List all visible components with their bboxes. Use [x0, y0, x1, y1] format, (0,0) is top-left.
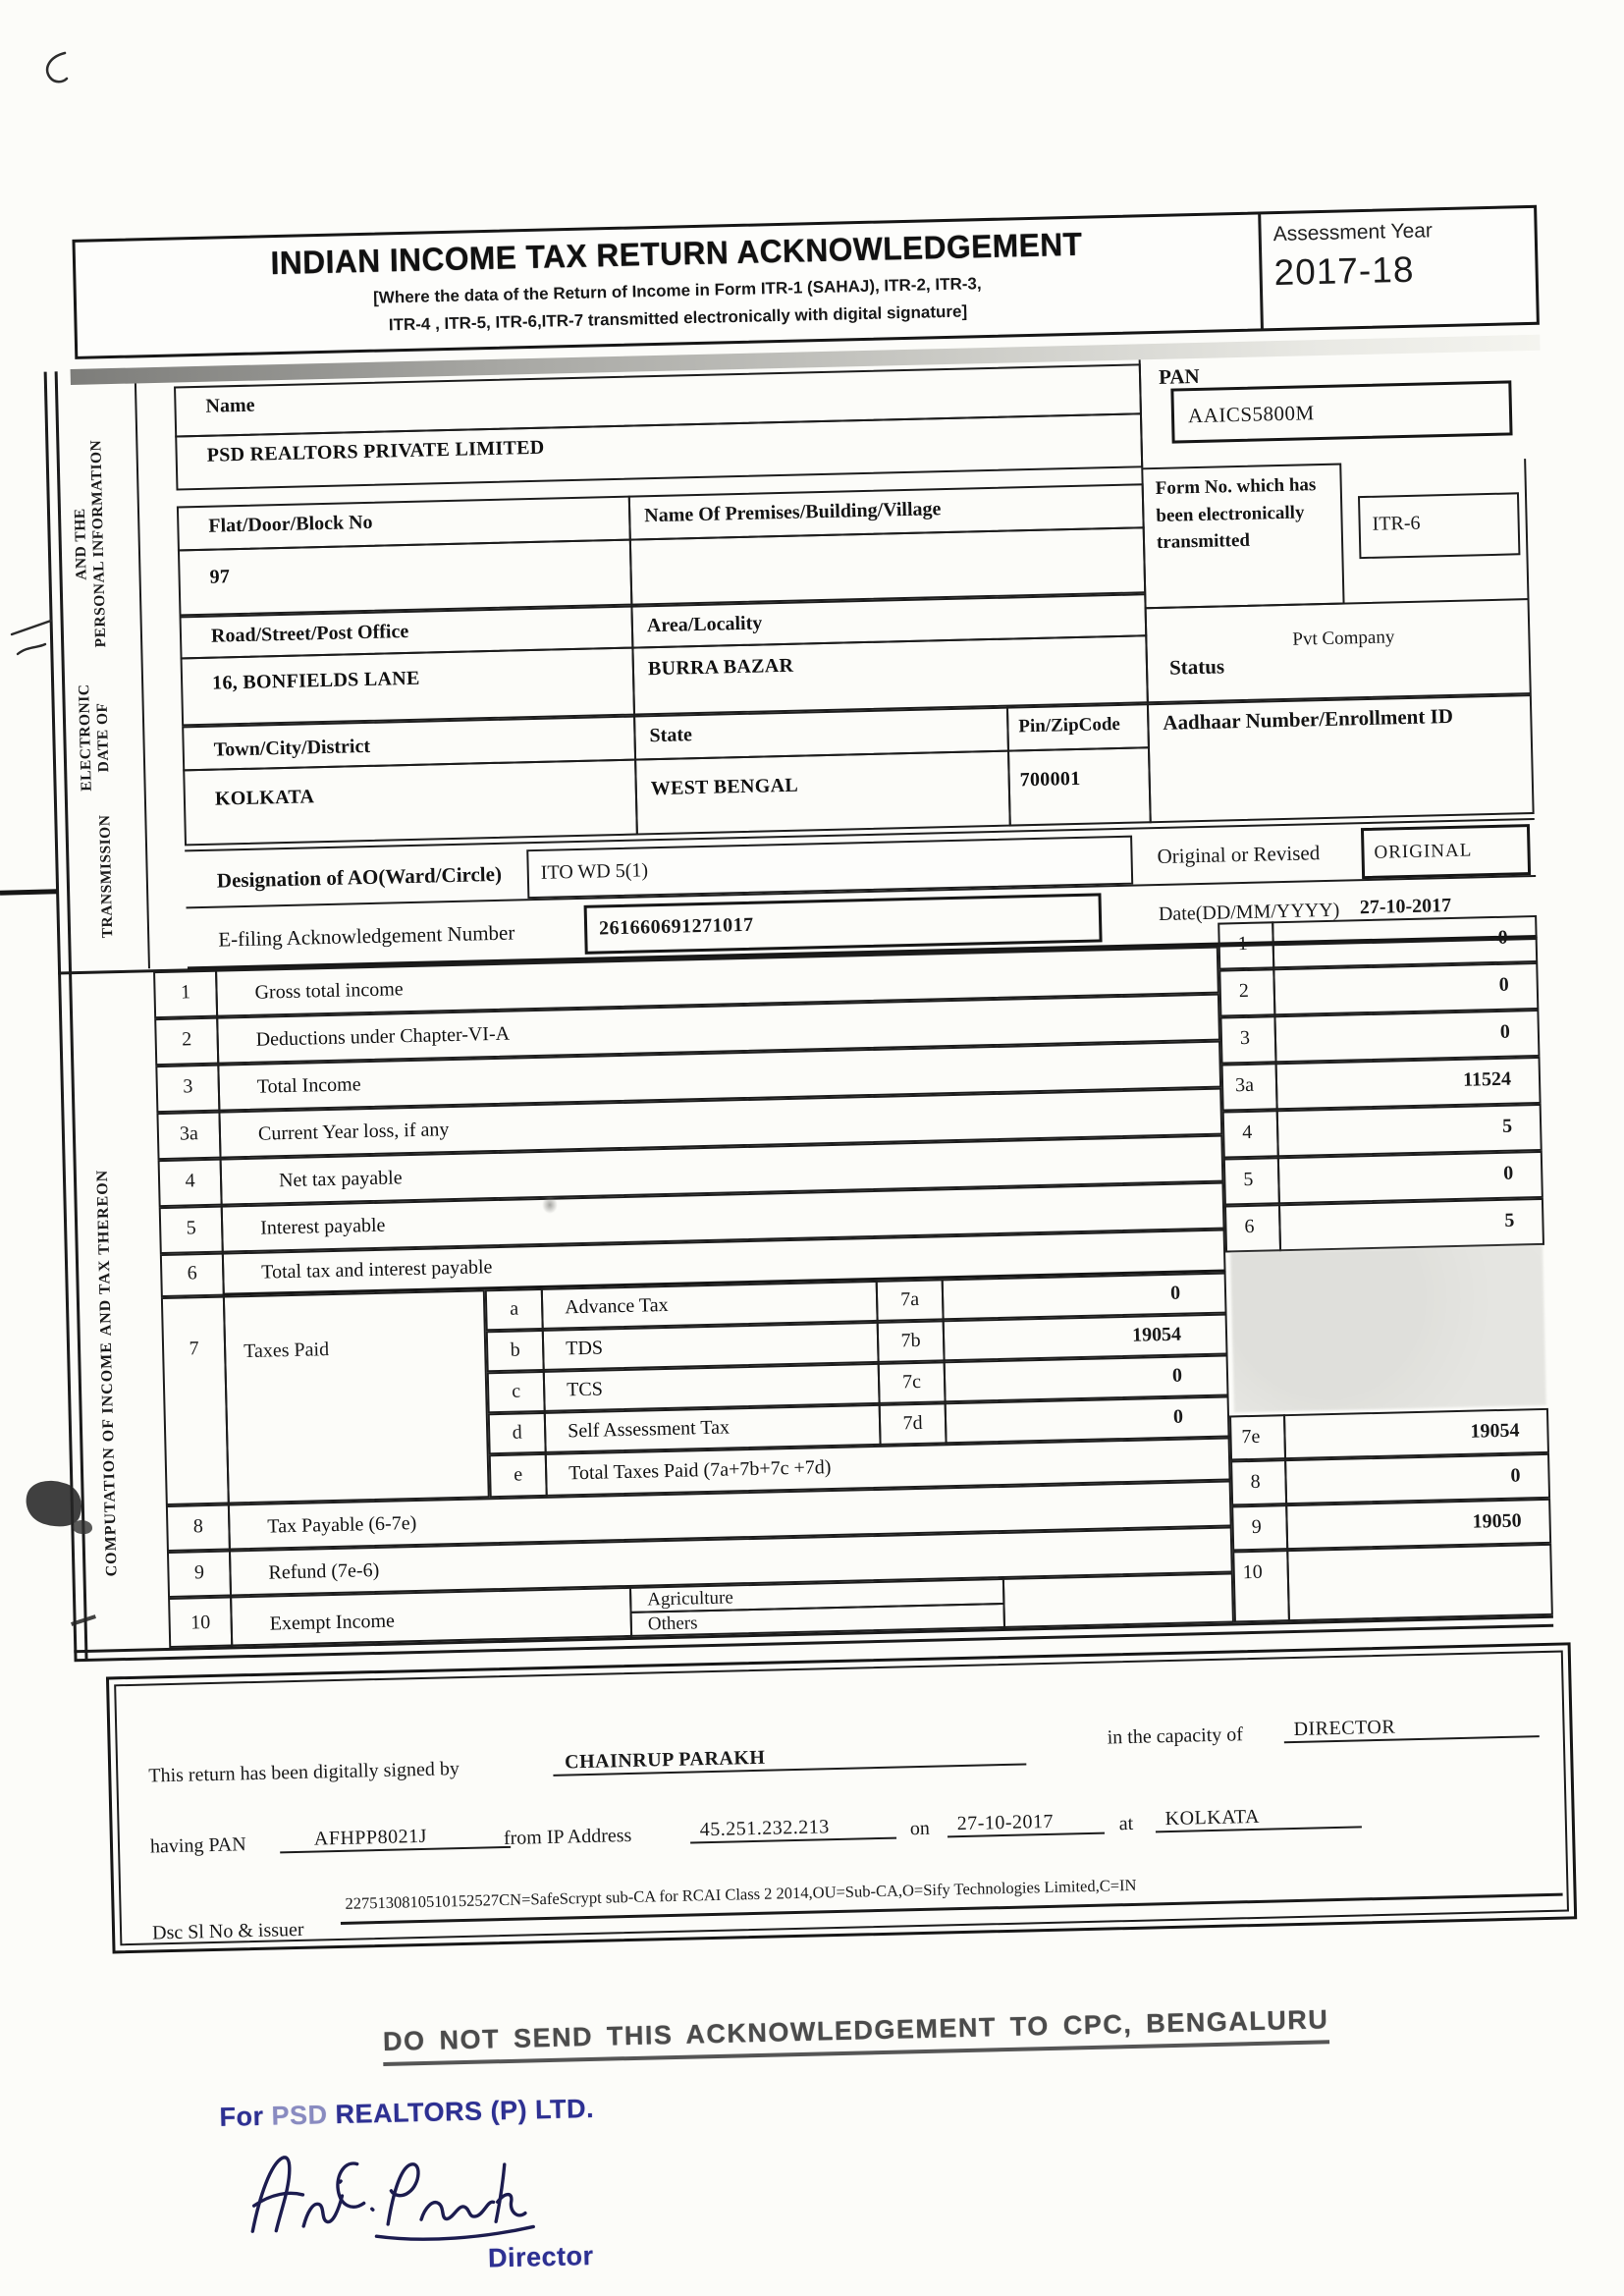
- sno-cell: [155, 1065, 220, 1114]
- form-no-box-area: [1339, 459, 1529, 604]
- sign-date: 27-10-2017: [947, 1810, 1105, 1838]
- strip-border: [135, 383, 150, 968]
- tax-value-cell: [944, 1355, 1229, 1403]
- tax-desc: Total Taxes Paid (7a+7b+7c +7d): [568, 1456, 832, 1485]
- signer-name: CHAINRUP PARAKH: [553, 1740, 1026, 1776]
- tax-letter-cell: [489, 1453, 548, 1498]
- value: 0: [1503, 1162, 1514, 1184]
- section-label-computation-line1: COMPUTATION OF INCOME: [97, 1340, 121, 1577]
- flat-value-cell: [178, 539, 632, 617]
- form-no-cell: [1141, 464, 1344, 610]
- stamp-title: Director: [487, 2240, 594, 2273]
- section-label-personal-line2: DATE OF ELECTRONIC: [76, 683, 113, 792]
- tax-value: 19054: [1131, 1323, 1182, 1346]
- form-no-value: ITR-6: [1372, 512, 1421, 535]
- value: 0: [1497, 926, 1508, 949]
- section-label-personal-line3: TRANSMISSION: [96, 814, 117, 939]
- ref-cell: [1231, 1504, 1288, 1551]
- place-value: KOLKATA: [1155, 1803, 1362, 1832]
- tax-desc: TCS: [566, 1378, 604, 1401]
- value: 5: [1501, 1115, 1513, 1137]
- sno: 4: [185, 1170, 195, 1192]
- ip-value: 45.251.232.213: [690, 1815, 897, 1844]
- state-label: State: [649, 724, 693, 747]
- ref-cell: [1218, 968, 1275, 1016]
- pin-value-cell: [1007, 746, 1152, 826]
- footer-warning: DO NOT SEND THIS ACKNOWLEDGEMENT TO CPC, BENGALURU: [383, 2004, 1329, 2066]
- page-subtitle-line1: [Where the data of the Return of Income in Form ITR-1 (SAHAJ), ITR-2, ITR-3,: [372, 274, 982, 307]
- tax-ref: 7b: [900, 1329, 921, 1352]
- tax-letter-cell: [486, 1330, 545, 1372]
- original-revised-label: Original or Revised: [1157, 841, 1321, 869]
- ref: 10: [1242, 1560, 1264, 1584]
- tax-value: 0: [1172, 1405, 1184, 1428]
- signature-box: [106, 1642, 1577, 1953]
- artifact-grey-doodle: [542, 1196, 558, 1214]
- row-desc: Refund (7e-6): [268, 1558, 380, 1584]
- tax-ref: 7d: [902, 1411, 923, 1435]
- row-desc: Deductions under Chapter-VI-A: [255, 1022, 511, 1051]
- original-revised-box: [1361, 824, 1531, 879]
- taxes-paid-label: Taxes Paid: [243, 1339, 330, 1363]
- state-value-cell: [634, 750, 1011, 836]
- artifact-ink-blot-small: [73, 1520, 92, 1534]
- area-label: Area/Locality: [646, 612, 763, 637]
- town-label: Town/City/District: [213, 735, 371, 761]
- town-value-cell: [183, 759, 638, 847]
- tax-value-cell: [945, 1395, 1230, 1444]
- status-label: Status: [1168, 654, 1225, 680]
- value-cell: [1284, 1453, 1550, 1504]
- pin-label-cell: [1006, 703, 1150, 751]
- agriculture-label: Agriculture: [647, 1587, 734, 1611]
- road-label: Road/Street/Post Office: [210, 620, 409, 647]
- tax-ref-cell: [879, 1402, 947, 1446]
- sno: 9: [193, 1561, 205, 1584]
- state-value: WEST BENGAL: [650, 774, 799, 800]
- value-cell: [1272, 915, 1538, 968]
- row-desc: Total Income: [256, 1073, 361, 1098]
- sno-cell: [158, 1159, 223, 1208]
- flat-label: Flat/Door/Block No: [208, 511, 373, 537]
- sno: 10: [189, 1612, 211, 1634]
- dsc-label: Dsc Sl No & issuer: [151, 1918, 304, 1944]
- ref: 1: [1237, 932, 1248, 956]
- tax-ref-cell: [877, 1320, 946, 1363]
- tax-desc: TDS: [565, 1337, 604, 1360]
- sno: 5: [186, 1217, 196, 1239]
- tax-value: 0: [1171, 1364, 1183, 1387]
- area-value-cell: [631, 634, 1149, 715]
- ref: 3a: [1234, 1073, 1255, 1097]
- form-no-label: Form No. which has been electronically transmitted: [1155, 474, 1317, 554]
- section-label-personal-line1: PERSONAL INFORMATION AND THE: [71, 439, 110, 648]
- value-cell: [1285, 1499, 1551, 1550]
- premises-value-cell: [629, 526, 1146, 605]
- sno: 1: [180, 981, 191, 1004]
- stamp-company: [219, 2094, 594, 2133]
- on-label: on: [909, 1817, 931, 1840]
- scan-smudge: [1230, 1245, 1546, 1412]
- tax-ref: 7a: [899, 1287, 920, 1311]
- ref: 8: [1250, 1470, 1261, 1493]
- others-label: Others: [647, 1613, 698, 1635]
- page-subtitle-line2: ITR-4 , ITR-5, ITR-6,ITR-7 transmitted electronically with digital signature]: [388, 301, 968, 335]
- ref-cell: [1232, 1550, 1290, 1622]
- sno: 6: [187, 1262, 198, 1285]
- tax-ref: 7c: [901, 1370, 922, 1394]
- tax-letter-cell: [485, 1288, 544, 1331]
- date-value: 27-10-2017: [1359, 895, 1452, 919]
- road-value-cell: [181, 647, 636, 727]
- ref: 6: [1244, 1215, 1255, 1238]
- page-title: INDIAN INCOME TAX RETURN ACKNOWLEDGEMENT: [270, 225, 1083, 282]
- value: 19050: [1472, 1509, 1522, 1533]
- aadhaar-cell: [1147, 694, 1535, 823]
- tax-value-cell: [942, 1273, 1227, 1321]
- value: 5: [1504, 1209, 1515, 1231]
- tax-value: 0: [1169, 1282, 1181, 1304]
- row-desc: Gross total income: [254, 978, 404, 1004]
- ref: 4: [1241, 1121, 1253, 1144]
- value: 0: [1498, 973, 1510, 996]
- sno-cell: [154, 1017, 219, 1066]
- pin-value: 700001: [1019, 767, 1081, 792]
- sno: 8: [192, 1515, 204, 1538]
- original-revised-value: ORIGINAL: [1374, 840, 1473, 863]
- footer-warning-wrap: [168, 1999, 1543, 2071]
- ack-label: E-filing Acknowledgement Number: [218, 920, 515, 952]
- name-label: Name: [205, 394, 255, 417]
- capacity-value: DIRECTOR: [1283, 1713, 1540, 1743]
- sno: 3a: [179, 1122, 199, 1145]
- having-pan-label: having PAN: [149, 1833, 246, 1858]
- sno-cell: [167, 1550, 232, 1598]
- tax-ref-cell: [876, 1279, 945, 1322]
- tax-letter: d: [512, 1421, 522, 1444]
- assessment-year-value: 2017-18: [1273, 248, 1415, 294]
- section-label-computation-line2: AND TAX THEREON: [93, 1169, 115, 1337]
- sno-cell: [160, 1253, 225, 1298]
- status-value: Pvt Company: [1292, 627, 1395, 650]
- stamp-psd: PSD: [271, 2100, 328, 2131]
- row-desc: Net tax payable: [278, 1167, 403, 1192]
- pan-value-box: [1170, 380, 1512, 443]
- sno: 2: [181, 1028, 192, 1051]
- ref-cell: [1229, 1414, 1286, 1460]
- ref-cell: [1218, 921, 1274, 969]
- date-label: Date(DD/MM/YYYY): [1158, 899, 1340, 926]
- value: 11524: [1462, 1067, 1512, 1091]
- pan-label: PAN: [1158, 363, 1200, 389]
- value-cell: [1275, 1057, 1542, 1110]
- value: 0: [1510, 1464, 1521, 1487]
- ref-cell: [1219, 1015, 1276, 1064]
- taxes-paid-cell: [223, 1289, 490, 1503]
- value-cell: [1278, 1198, 1544, 1251]
- tax-desc: Self Assessment Tax: [567, 1416, 731, 1443]
- tax-letter: c: [512, 1380, 521, 1402]
- ao-value: ITO WD 5(1): [540, 859, 649, 884]
- row-desc: Exempt Income: [269, 1610, 396, 1635]
- ref: 2: [1238, 979, 1250, 1003]
- ack-number: 261660691271017: [598, 913, 754, 940]
- form-no-value-box: [1358, 492, 1520, 559]
- tax-letter: e: [514, 1463, 523, 1486]
- town-value: KOLKATA: [214, 786, 315, 810]
- section-label-personal: [70, 427, 117, 939]
- ref-cell: [1230, 1459, 1287, 1505]
- section-label-computation: [90, 1026, 121, 1576]
- signer-pan: AFHPP8021J: [280, 1824, 512, 1854]
- ref: 7e: [1241, 1425, 1261, 1449]
- ref: 3: [1239, 1026, 1251, 1050]
- value-cell: [1277, 1151, 1543, 1204]
- tax-letter: b: [510, 1339, 520, 1361]
- sno-cell-7: [161, 1296, 230, 1505]
- road-value: 16, BONFIELDS LANE: [211, 667, 420, 694]
- aadhaar-label: Aadhaar Number/Enrollment ID: [1163, 703, 1454, 735]
- sno-cell: [168, 1596, 233, 1648]
- ref: 5: [1243, 1168, 1254, 1191]
- tax-letter-cell: [488, 1412, 547, 1454]
- sno-cell: [156, 1112, 221, 1161]
- ao-label: Designation of AO(Ward/Circle): [216, 861, 503, 893]
- area-value: BURRA BAZAR: [647, 654, 794, 681]
- sno-7: 7: [189, 1338, 199, 1360]
- tax-letter-cell: [487, 1371, 546, 1413]
- value: 19054: [1470, 1419, 1520, 1443]
- signed-by-prefix: This return has been digitally signed by: [148, 1758, 460, 1787]
- flat-value: 97: [209, 566, 231, 588]
- row-desc: Tax Payable (6-7e): [267, 1512, 417, 1538]
- at-label: at: [1118, 1812, 1134, 1835]
- tax-letter: a: [510, 1297, 519, 1320]
- row-desc: Interest payable: [259, 1214, 386, 1239]
- ref: 9: [1251, 1515, 1262, 1538]
- ref-cell: [1221, 1063, 1278, 1111]
- value-cell: [1283, 1408, 1549, 1459]
- value-cell: [1273, 1010, 1540, 1063]
- stamp-for: For: [219, 2101, 264, 2132]
- assessment-year-label: Assessment Year: [1272, 219, 1434, 246]
- status-cell: [1145, 598, 1532, 703]
- stamp-rest: REALTORS (P) LTD.: [335, 2093, 595, 2130]
- ref-cell: [1223, 1157, 1280, 1205]
- ref-cell: [1222, 1110, 1279, 1158]
- pin-label: Pin/ZipCode: [1018, 713, 1121, 738]
- value: 0: [1499, 1020, 1511, 1043]
- ip-label: from IP Address: [503, 1824, 632, 1850]
- sno-cell: [153, 970, 218, 1019]
- exempt-spacer-cell: [1002, 1572, 1234, 1628]
- sno-cell: [159, 1206, 224, 1255]
- tax-value-cell: [943, 1314, 1228, 1362]
- tax-desc: Advance Tax: [564, 1293, 669, 1319]
- sno-cell: [166, 1504, 231, 1553]
- name-value: PSD REALTORS PRIVATE LIMITED: [206, 436, 545, 466]
- dsc-value: 2275130810510152527CN=SafeScrypt sub-CA for RCAI Class 2 2014,OU=Sub-CA,O=Sify Technologies Limited,C=IN: [345, 1875, 1137, 1913]
- artifact-paper-curl: [41, 49, 77, 88]
- tax-ref-cell: [878, 1361, 947, 1404]
- ref-cell: [1224, 1204, 1281, 1252]
- artifact-pen-marks: [8, 615, 63, 662]
- row-desc: Current Year loss, if any: [257, 1119, 450, 1145]
- ack-number-box: [584, 893, 1103, 954]
- row-desc: Total tax and interest payable: [261, 1256, 493, 1284]
- capacity-label: in the capacity of: [1107, 1723, 1244, 1749]
- value-cell: [1272, 962, 1539, 1015]
- pan-value: AAICS5800M: [1187, 401, 1315, 428]
- premises-label: Name Of Premises/Building/Village: [643, 498, 942, 527]
- sno: 3: [183, 1075, 193, 1098]
- value-cell: [1276, 1104, 1543, 1157]
- value-cell: [1286, 1544, 1553, 1621]
